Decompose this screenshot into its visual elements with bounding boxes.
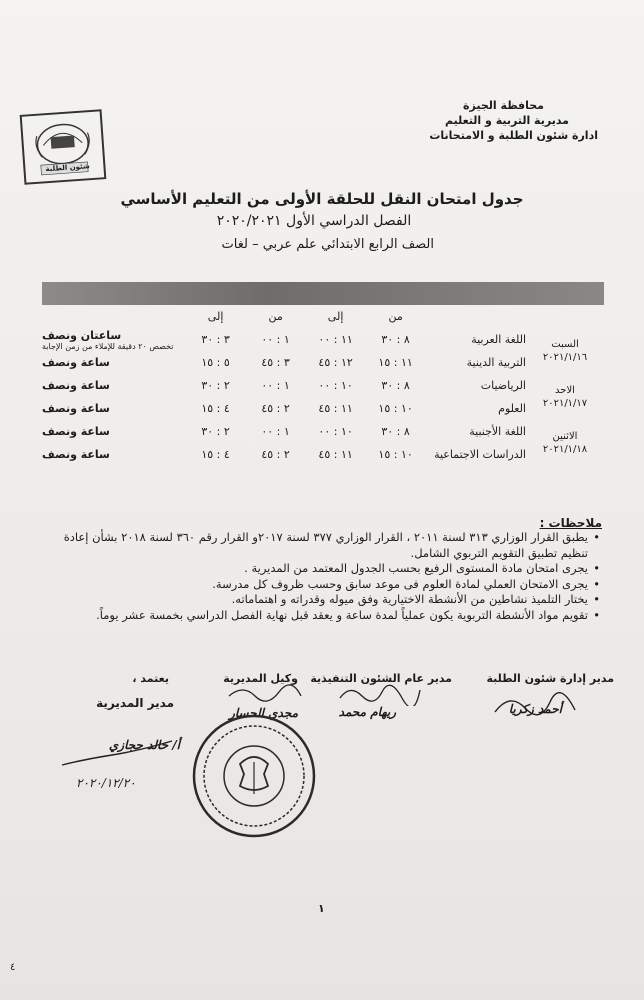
header-to-2: إلى — [207, 310, 224, 323]
duration-cell: ساعة ونصف — [42, 425, 110, 438]
official-stamp-icon — [190, 712, 318, 840]
duration-cell: ساعة ونصف — [42, 379, 110, 392]
day-name: الاثنين — [552, 431, 578, 442]
list-item: • يجرى امتحان مادة المستوى الرفيع بحسب الجدول المعتمد من المديرية . — [48, 561, 588, 577]
signature-director-title: مدير المديرية — [96, 696, 174, 710]
signature-deputy-title: وكيل المديرية — [223, 672, 298, 685]
time-to-2: ٣ : ٣٠ — [201, 333, 230, 346]
signature-deputy-name: مجدي الحسار — [229, 706, 298, 720]
subject-cell: اللغة الأجنبية — [469, 425, 526, 438]
subject-cell: العلوم — [498, 402, 526, 415]
time-to-1: ١٠ : ٠٠ — [318, 379, 353, 392]
signature-exec-affairs-name: ريهام محمد — [338, 705, 396, 719]
signature-director-name: أ/ خالد حجازي — [108, 738, 180, 752]
time-from-2: ٣ : ٤٥ — [261, 356, 290, 369]
list-item: • يجرى الامتحان العملي لمادة العلوم فى موعد سابق وحسب ظروف كل مدرسة. — [48, 577, 588, 593]
logo-caption: شئون الطلبة — [45, 162, 91, 174]
time-from-2: ١ : ٠٠ — [261, 425, 290, 438]
list-item: • تقويم مواد الأنشطة التربوية يكون عملياً لمدة ساعة و يعقد قبل نهاية الفصل الدراسي بخمسة عشر يوماً. — [48, 608, 588, 624]
time-to-2: ٤ : ١٥ — [201, 448, 230, 461]
duration-cell: ساعة ونصف — [42, 402, 110, 415]
signature-scribble-icon — [58, 735, 178, 775]
duration-cell — [42, 328, 186, 351]
time-from-2: ٢ : ٤٥ — [261, 448, 290, 461]
table-row — [42, 328, 604, 351]
time-from-1: ١٠ : ١٥ — [378, 448, 413, 461]
signature-exec-affairs-title: مدير عام الشئون التنفيذية — [310, 672, 452, 685]
department-line: ادارة شئون الطلبة و الامتحانات — [429, 129, 598, 142]
table-row — [42, 397, 604, 420]
time-from-1: ٨ : ٣٠ — [381, 333, 410, 346]
header-from-1: من — [388, 310, 403, 323]
signature-scribble-icon — [490, 690, 580, 720]
time-to-1: ١١ : ٤٥ — [318, 448, 353, 461]
corner-mark: ٤ — [10, 962, 16, 973]
day-name: السبت — [551, 339, 579, 350]
table-subheader-row — [42, 305, 604, 328]
day-name: الاحد — [555, 385, 575, 396]
time-to-1: ١٢ : ٤٥ — [318, 356, 353, 369]
dictation-note: تخصص ٢٠ دقيقة للإملاء من زمن الإجابة — [42, 341, 174, 351]
time-from-1: ٨ : ٣٠ — [381, 379, 410, 392]
table-row — [42, 443, 604, 466]
table-header-row — [42, 282, 604, 305]
notes-list — [48, 530, 602, 623]
time-from-1: ٨ : ٣٠ — [381, 425, 410, 438]
page-number: ١ — [318, 902, 325, 915]
governorate-line: محافظة الجيزة — [463, 99, 544, 112]
exam-schedule-table — [42, 282, 604, 466]
time-from-2: ١ : ٠٠ — [261, 333, 290, 346]
table-row — [42, 374, 604, 397]
time-from-2: ١ : ٠٠ — [261, 379, 290, 392]
day-cell — [526, 328, 604, 374]
department-logo — [20, 109, 107, 185]
header-to-1: إلى — [327, 310, 344, 323]
day-date: ٢٠٢١/١/١٧ — [542, 398, 588, 409]
time-from-2: ٢ : ٤٥ — [261, 402, 290, 415]
time-to-1: ١٠ : ٠٠ — [318, 425, 353, 438]
signature-student-affairs-title: مدير إدارة شئون الطلبة — [486, 672, 614, 685]
signature-director-date: ٢٠٢٠/١٢/٢٠ — [76, 776, 136, 790]
grade-label: الصف الرابع الابتدائي علم عربي – لغات — [221, 237, 434, 252]
duration-cell: ساعة ونصف — [42, 448, 110, 461]
directorate-line: مديرية التربية و التعليم — [445, 114, 569, 127]
time-to-2: ٤ : ١٥ — [201, 402, 230, 415]
time-from-1: ١١ : ١٥ — [378, 356, 413, 369]
time-to-2: ٢ : ٣٠ — [201, 425, 230, 438]
header-from-2: من — [268, 310, 283, 323]
day-cell — [526, 374, 604, 420]
table-row — [42, 420, 604, 443]
duration-cell: ساعة ونصف — [42, 356, 110, 369]
notes-heading: ملاحظات : — [539, 516, 602, 530]
signature-scribble-icon — [225, 682, 305, 706]
page-title: جدول امتحان النقل للحلقة الأولى من التعليم الأساسي — [120, 190, 524, 208]
approval-label: يعتمد ، — [132, 672, 169, 685]
table-row — [42, 351, 604, 374]
duration-value: ساعتان ونصف — [42, 328, 122, 342]
time-to-2: ٥ : ١٥ — [201, 356, 230, 369]
list-item: • يختار التلميذ نشاطين من الأنشطة الاختيارية وفق ميوله وقدراته و اهتماماته. — [48, 592, 588, 608]
time-to-1: ١١ : ٤٥ — [318, 402, 353, 415]
list-item: • يطبق القرار الوزاري ٣١٣ لسنة ٢٠١١ ، القرار الوزاري ٣٧٧ لسنة ٢٠١٧و القرار رقم ٣٦٠ لسنة ٢٠١٨ بشأن إعادة تنظيم تطبيق التقويم التربوي الشامل. — [48, 530, 588, 561]
time-to-2: ٢ : ٣٠ — [201, 379, 230, 392]
day-date: ٢٠٢١/١/١٦ — [542, 352, 588, 363]
time-from-1: ١٠ : ١٥ — [378, 402, 413, 415]
subject-cell: الدراسات الاجتماعية — [434, 448, 526, 461]
signature-scribble-icon — [335, 682, 425, 706]
subject-cell: اللغة العربية — [471, 333, 526, 346]
day-date: ٢٠٢١/١/١٨ — [542, 444, 588, 455]
day-cell — [526, 420, 604, 466]
table-header-bar — [42, 282, 604, 305]
subject-cell: الرياضيات — [480, 379, 526, 392]
page-subtitle: الفصل الدراسي الأول ٢٠٢٠/٢٠٢١ — [216, 213, 412, 229]
subject-cell: التربية الدينية — [466, 356, 526, 369]
signature-student-affairs-name: أحمد زكريا — [508, 702, 562, 716]
time-to-1: ١١ : ٠٠ — [318, 333, 353, 346]
